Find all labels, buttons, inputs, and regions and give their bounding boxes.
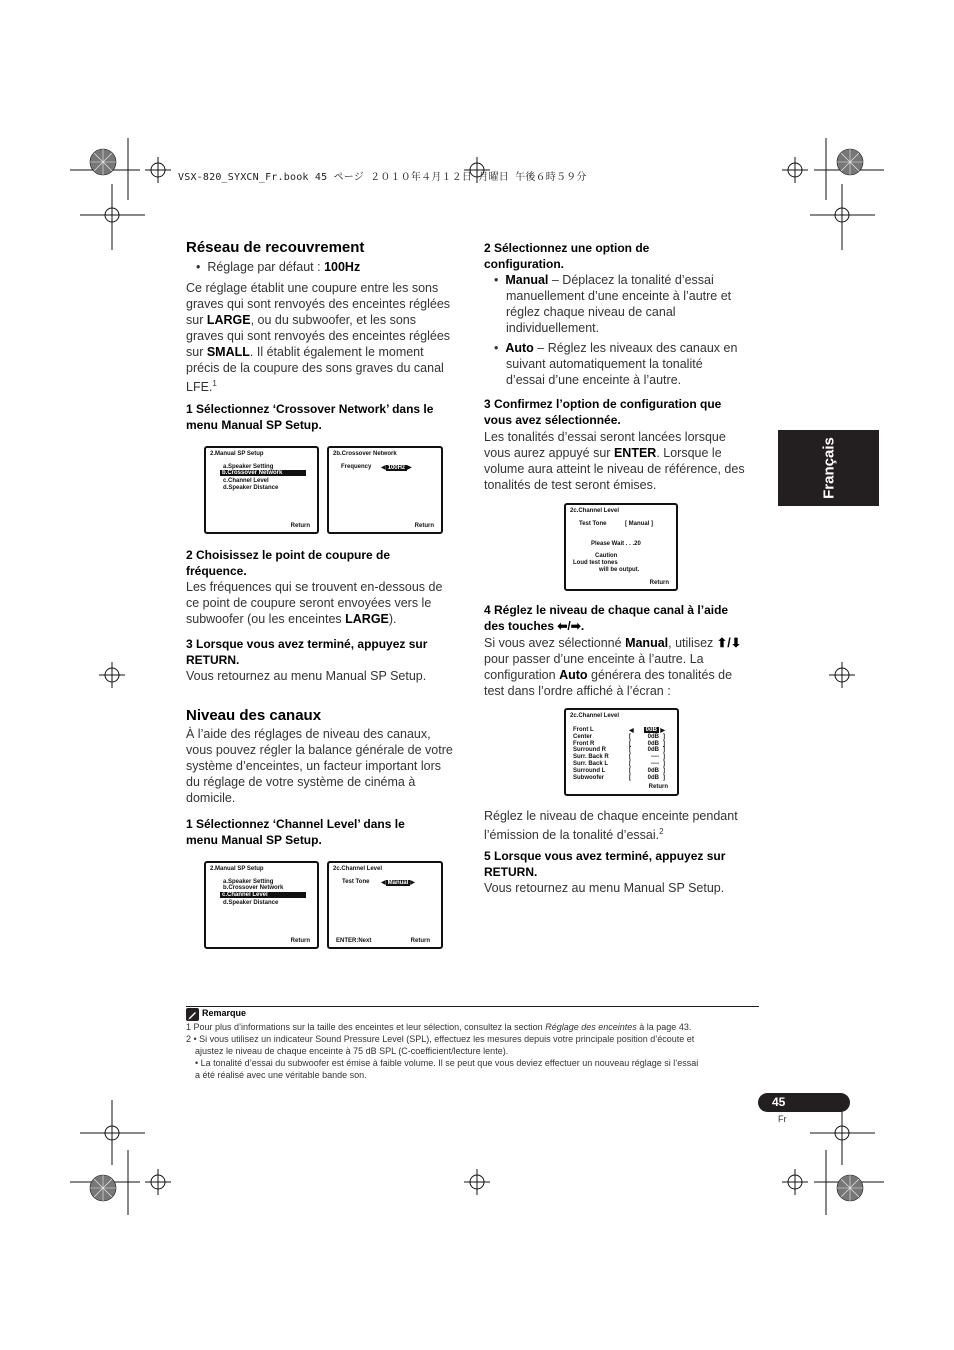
osd-label: Test Tone (342, 879, 370, 885)
note-2b: • La tonalité d’essai du subwoofer est émise à faible volume. Il se peut que vous deviez effectuer un nouveau réglage si l’essai (195, 1058, 699, 1068)
text-span: . Lorsque le (656, 446, 722, 460)
page-number: 45 (772, 1095, 786, 1109)
text-span: configuration (484, 668, 560, 682)
channel-value: 0dB (647, 740, 659, 747)
bracket: ] (663, 754, 665, 761)
text-line: graves qui sont renvoyés des enceintes réglées (186, 329, 451, 343)
text-line: système d’enceintes, un facteur important lors (186, 759, 441, 773)
osd-title: 2c.Channel Level (570, 713, 620, 719)
channel-value: 0dB (647, 747, 659, 754)
osd-enter: ENTER:Next (336, 938, 372, 944)
text-line (186, 611, 466, 627)
text-span: / (727, 636, 731, 650)
text-span: Réglage des enceintes (545, 1022, 637, 1032)
text-line: 2 Choisissez le point de coupure de (186, 548, 391, 562)
osd-return: Return (648, 784, 668, 790)
osd-caution: Caution (595, 553, 618, 559)
text-line: domicile. (186, 791, 236, 805)
text-line: menu Manual SP Setup. (186, 418, 322, 432)
step-5-return (484, 848, 725, 880)
page-lang: Fr (778, 1114, 787, 1124)
text-line: individuellement. (506, 321, 600, 335)
osd-caution: Loud test tones (573, 560, 618, 566)
bracket: ] (663, 767, 665, 774)
language-tab-label: Français (820, 437, 837, 499)
section-title-crossover: Réseau de recouvrement (186, 239, 365, 256)
text-line: • Auto – Réglez les niveaux des canaux en (494, 341, 738, 355)
text-line (484, 667, 764, 683)
osd-caution: will be output. (599, 567, 640, 573)
channel-value: 0dB (647, 774, 659, 781)
small-keyword: SMALL (206, 345, 250, 359)
text-span: / (567, 619, 571, 633)
default-setting-prefix: Réglage par défaut : (207, 260, 325, 274)
channel-level-description (186, 726, 466, 806)
osd-item: b.Crossover Network (223, 885, 284, 891)
step-4-adjust (484, 602, 728, 634)
text-span: LFE. (186, 380, 213, 395)
osd-item: d.Speaker Distance (223, 900, 279, 906)
osd-item-selected: c.Channel Level (220, 892, 306, 898)
osd-item: a.Speaker Setting (223, 879, 274, 885)
notes-divider (186, 1006, 759, 1007)
bracket: [ (629, 740, 631, 747)
channel-value: ---- (651, 761, 659, 767)
text-line: vous avez sélectionnée. (484, 413, 621, 427)
step-2-config (484, 240, 649, 272)
note-2a-cont: ajustez le niveau de chaque enceinte à 75 dB SPL (C-coefficient/lecture lente). (195, 1046, 509, 1056)
text-line: Ce réglage établit une coupure entre les sons (186, 281, 439, 295)
osd-value-row: ◀ Manual ▶ (381, 880, 415, 886)
page-number-badge (758, 1093, 850, 1112)
bracket: [ (629, 733, 631, 740)
text-line: précis de la coupure des sons graves du canal (186, 361, 444, 375)
step-5-return-text: Vous retournez au menu Manual SP Setup. (484, 881, 725, 895)
text-line: 3 Lorsque vous avez terminé, appuyez sur (186, 637, 428, 651)
large-keyword: LARGE (345, 612, 389, 626)
osd-title: 2.Manual SP Setup (210, 866, 264, 872)
step-2-crossover-text (186, 579, 466, 627)
channel-value-field (629, 747, 665, 753)
channel-name: Front R (573, 740, 595, 747)
channel-value-field (629, 761, 665, 767)
text-line: fréquence. (186, 564, 247, 578)
channel-value-field (629, 734, 665, 740)
text-line: réglez chaque niveau de canal (506, 305, 676, 319)
down-arrow-icon: ⬇ (730, 636, 742, 650)
text-span: à la page 43. (636, 1022, 692, 1032)
osd-title: 2c.Channel Level (333, 866, 383, 872)
osd-wait: Please Wait . . .20 (591, 541, 641, 547)
text-span: l’émission de la tonalité d’essai. (484, 828, 660, 843)
text-line: 1 Sélectionnez ‘Channel Level’ dans le (186, 817, 405, 831)
bracket: ] (663, 774, 665, 781)
text-line (186, 344, 466, 360)
osd-title: 2c.Channel Level (570, 508, 620, 514)
left-arrow-icon: ⬅ (557, 619, 568, 633)
text-line (484, 445, 764, 461)
footnote-ref: 1 (212, 379, 217, 388)
osd-return: Return (414, 523, 434, 529)
auto-keyword: Auto (559, 668, 588, 682)
file-header-line: VSX-820_SYXCN_Fr.book 45 ページ ２０１０年４月１２日 月曜日 午後６時５９分 (178, 172, 587, 183)
osd-item: c.Channel Level (223, 478, 269, 484)
osd-channel-level-list (564, 708, 679, 796)
text-span: générera des tonalités de (587, 668, 733, 682)
bracket: ] (663, 747, 665, 754)
text-line: Les tonalités d’essai seront lancées lorsque (484, 430, 726, 444)
crossover-description (186, 280, 466, 395)
bracket: ] (663, 740, 665, 747)
text-line: 1 Sélectionnez ‘Crossover Network’ dans le (186, 402, 434, 416)
text-line: 4 Réglez le niveau de chaque canal à l’aide (484, 603, 729, 617)
bullet-manual (494, 272, 764, 336)
text-span: . Il établit également le moment (249, 345, 424, 359)
bullet-auto (494, 340, 764, 388)
notes-title: Remarque (202, 1008, 247, 1018)
osd-manual-sp-setup-2 (204, 861, 319, 949)
text-line: volume aura atteint le niveau de référence, des (484, 462, 745, 476)
channel-value: ---- (651, 754, 659, 761)
bracket: [ (629, 747, 631, 754)
text-line: menu Manual SP Setup. (186, 833, 322, 847)
default-setting: • Réglage par défaut : 100Hz (196, 260, 361, 274)
text-line: tonalités de test seront émises. (484, 478, 657, 492)
text-line: ce point de coupure seront envoyées vers le (186, 596, 432, 610)
auto-keyword: Auto (505, 341, 534, 355)
right-arrow-icon: ➡ (570, 619, 581, 633)
osd-manual-sp-setup (204, 446, 319, 534)
osd-value: Manual (387, 880, 409, 886)
text-span: 1 Pour plus d’informations sur la taille des enceintes et leur sélection, consultez la section (186, 1022, 546, 1032)
osd-return: Return (290, 523, 310, 529)
osd-return: Return (410, 938, 430, 944)
channel-name: Subwoofer (573, 774, 604, 781)
language-tab (778, 430, 879, 506)
manual-keyword: Manual (505, 273, 549, 287)
step-3-crossover-text: Vous retournez au menu Manual SP Setup. (186, 669, 427, 683)
channel-name: Surround R (573, 747, 606, 754)
channel-value-field (629, 768, 665, 774)
osd-value: 100Hz (387, 465, 405, 471)
text-line: configuration. (484, 257, 564, 271)
step-3-config-text (484, 429, 764, 493)
right-arrow-icon: ▶ (660, 728, 665, 734)
note-2b-cont: a été réalisé avec une véritable bande son. (195, 1070, 367, 1080)
channel-value: 0dB (645, 727, 657, 733)
text-line: graves qui sont renvoyés des enceintes réglées (186, 297, 451, 311)
text-line: 5 Lorsque vous avez terminé, appuyez sur (484, 849, 726, 863)
osd-title: 2.Manual SP Setup (210, 451, 264, 457)
channel-name: Surr. Back L (573, 761, 609, 767)
osd-value: [ Manual ] (625, 521, 653, 527)
large-keyword: LARGE (206, 313, 251, 327)
text-line (484, 618, 728, 634)
bracket: [ (629, 774, 631, 781)
bracket: [ (629, 754, 631, 761)
bracket: [ (629, 767, 631, 774)
notes-body (186, 1021, 766, 1081)
osd-item-selected: b.Crossover Network (220, 470, 306, 476)
osd-title: 2b.Crossover Network (333, 451, 397, 457)
text-span: sur (186, 313, 207, 327)
text-line: • Manual – Déplacez la tonalité d’essai (494, 273, 714, 287)
channel-value: 0dB (647, 733, 659, 740)
bracket: [ (629, 761, 631, 767)
text-span: . (580, 619, 585, 633)
text-line (484, 824, 764, 843)
text-line: Réglez le niveau de chaque enceinte pendant (484, 809, 738, 823)
step-4-adjust-text (484, 635, 764, 699)
text-line: manuellement d’une enceinte à l’autre et (506, 289, 732, 303)
step-3-config (484, 396, 721, 428)
text-line: pour passer d’une enceinte à l’autre. La (484, 652, 704, 666)
text-span: , utilisez (668, 636, 717, 650)
step-2-crossover (186, 547, 390, 579)
osd-channel-level-select (327, 861, 443, 949)
channel-name: Center (573, 733, 593, 740)
channel-value-field (629, 754, 665, 760)
bracket: ] (663, 733, 665, 740)
channel-value-field (629, 775, 665, 781)
text-line: suivant automatiquement la tonalité (506, 357, 703, 371)
osd-label: Test Tone (579, 521, 607, 527)
note-1 (186, 1021, 766, 1033)
enter-keyword: ENTER (613, 446, 657, 460)
section-title-channel-level: Niveau des canaux (186, 707, 322, 724)
text-span: des touches (484, 619, 558, 633)
text-line (484, 635, 764, 651)
up-arrow-icon: ⬆ (716, 636, 728, 650)
channel-value: 0dB (647, 767, 659, 774)
text-line: Les fréquences qui se trouvent en-dessous de (186, 580, 443, 594)
text-line: 2 Sélectionnez une option de (484, 241, 650, 255)
text-line: du réglage de votre système de cinéma à (186, 775, 416, 789)
text-line: 3 Confirmez l’option de configuration que (484, 397, 722, 411)
text-line: À l’aide des réglages de niveau des canaux, (186, 727, 431, 741)
text-span: – Réglez les niveaux des canaux en (533, 341, 738, 355)
text-line: RETURN. (484, 865, 538, 879)
text-span: vous aurez appuyé sur (484, 446, 614, 460)
text-span: Si vous avez sélectionné (484, 636, 626, 650)
osd-value-row: ◀ 100Hz ▶ (381, 465, 412, 471)
left-arrow-icon: ◀ (629, 728, 634, 734)
step-1-channel-level (186, 816, 405, 848)
manual-keyword: Manual (625, 636, 669, 650)
osd-return: Return (649, 580, 669, 586)
text-line (186, 312, 466, 328)
footnote-ref: 2 (659, 827, 664, 836)
osd-label: Frequency (341, 464, 372, 470)
bracket: ] (663, 761, 665, 767)
osd-item: a.Speaker Setting (223, 464, 274, 470)
step-1-crossover (186, 401, 433, 433)
text-line: test dans l’ordre affiché à l’écran : (484, 684, 671, 698)
text-span: , ou du subwoofer, et les sons (250, 313, 416, 327)
step-3-crossover (186, 636, 427, 668)
text-span: ). (388, 612, 397, 626)
osd-return: Return (290, 938, 310, 944)
channel-value-field (629, 741, 665, 747)
channel-name: Surround L (573, 767, 606, 774)
text-span: – Déplacez la tonalité d’essai (548, 273, 714, 287)
osd-channel-level-wait (564, 503, 678, 591)
text-line: RETURN. (186, 653, 240, 667)
text-line: d’essai d’une enceinte à l’autre. (506, 373, 682, 387)
text-span: subwoofer (ou les enceintes (186, 612, 346, 626)
after-adjust-text (484, 808, 764, 843)
channel-name: Front L (573, 727, 594, 733)
osd-item: d.Speaker Distance (223, 485, 279, 491)
note-2a: 2 • Si vous utilisez un indicateur Sound Pressure Level (SPL), effectuez les mesures depuis votre principale position d’écoute et (186, 1034, 695, 1044)
channel-name: Surr. Back R (573, 754, 609, 761)
osd-crossover-network (327, 446, 443, 534)
text-line: vous pouvez régler la balance générale de votre (186, 743, 453, 757)
default-setting-value: 100Hz (324, 260, 361, 274)
text-span: sur (186, 345, 207, 359)
note-icon (186, 1008, 199, 1021)
text-line (186, 376, 466, 395)
